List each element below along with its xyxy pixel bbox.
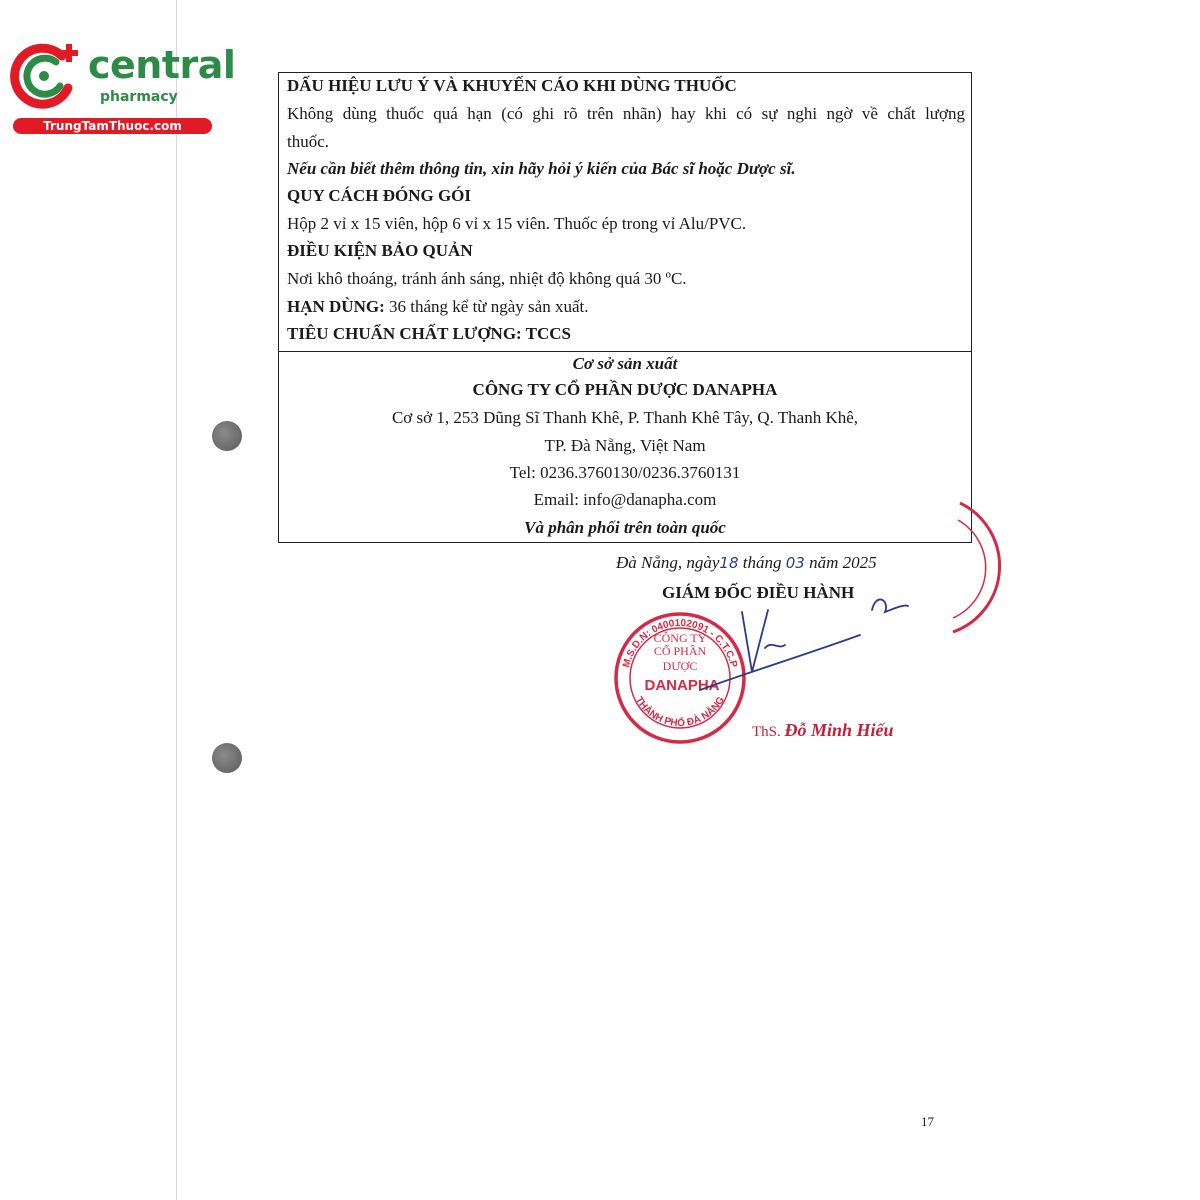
warning-heading: DẤU HIỆU LƯU Ý VÀ KHUYẾN CÁO KHI DÙNG THUỐC bbox=[287, 76, 737, 95]
date-day: 18 bbox=[719, 554, 739, 572]
expiry-label: HẠN DÙNG: bbox=[287, 297, 385, 316]
signer-name-line bbox=[752, 720, 894, 741]
storage-text: Nơi khô thoáng, tránh ánh sáng, nhiệt độ không quá 30 ºC. bbox=[287, 269, 687, 288]
manufacturer-label: Cơ sở sản xuất bbox=[572, 354, 678, 373]
distribution-note: Và phân phối trên toàn quốc bbox=[524, 518, 726, 537]
brand-name: central bbox=[88, 43, 236, 87]
info-note: Nếu cần biết thêm thông tin, xin hãy hỏi ý kiến của Bác sĩ hoặc Dược sĩ. bbox=[287, 159, 796, 178]
seal-line-4: DANAPHA bbox=[644, 677, 720, 694]
warning-text-line-1: Không dùng thuốc quá hạn (có ghi rõ trên nhãn) hay khi có sự nghi ngờ về chất lượng bbox=[287, 104, 965, 123]
expiry-text: 36 tháng kể từ ngày sản xuất. bbox=[384, 297, 589, 316]
signer-role: GIÁM ĐỐC ĐIỀU HÀNH bbox=[662, 583, 855, 602]
seal-line-3: DƯỢC bbox=[662, 659, 698, 673]
signer-title: ThS. bbox=[752, 724, 785, 740]
manufacturer-email: Email: info@danapha.com bbox=[533, 490, 717, 509]
quality-standard: TIÊU CHUẨN CHẤT LƯỢNG: TCCS bbox=[287, 324, 572, 343]
storage-heading: ĐIỀU KIỆN BẢO QUẢN bbox=[287, 241, 473, 260]
seal-bottom-text: THÀNH PHỐ ĐÀ NẴNG bbox=[632, 694, 728, 730]
manufacturer-address-2: TP. Đà Nẵng, Việt Nam bbox=[544, 436, 706, 455]
date-month-label: tháng bbox=[738, 553, 786, 572]
packaging-heading: QUY CÁCH ĐÓNG GÓI bbox=[287, 186, 472, 205]
partial-edge-stamp bbox=[953, 503, 1000, 632]
handwritten-signature bbox=[700, 599, 908, 690]
site-url-badge: TrungTamThuoc.com bbox=[13, 118, 212, 134]
svg-text:THÀNH PHỐ ĐÀ NẴNG bbox=[633, 695, 727, 729]
manufacturer-tel: Tel: 0236.3760130/0236.3760131 bbox=[509, 463, 741, 482]
manufacturer-company: CÔNG TY CỔ PHẦN DƯỢC DANAPHA bbox=[472, 380, 778, 399]
brand-subtitle: pharmacy bbox=[100, 89, 178, 105]
seal-line-1: CÔNG TY bbox=[653, 631, 707, 645]
signer-name: Đỗ Minh Hiếu bbox=[784, 720, 894, 740]
date-year: năm 2025 bbox=[804, 553, 877, 572]
manufacturer-address-1: Cơ sở 1, 253 Dũng Sĩ Thanh Khê, P. Thanh Khê Tây, Q. Thanh Khê, bbox=[391, 408, 859, 427]
company-seal bbox=[616, 614, 744, 742]
seal-top-text: M.S.D.N: 0400102091 - C.T.C.P bbox=[621, 617, 739, 669]
seal-line-2: CỔ PHẦN bbox=[653, 644, 707, 658]
packaging-text: Hộp 2 vỉ x 15 viên, hộp 6 vỉ x 15 viên. Thuốc ép trong vỉ Alu/PVC. bbox=[287, 214, 747, 233]
date-prefix: Đà Nẵng, ngày bbox=[616, 553, 720, 572]
date-month: 03 bbox=[785, 554, 805, 572]
warning-text-line-2: thuốc. bbox=[287, 132, 330, 151]
page-number: 17 bbox=[921, 1114, 934, 1129]
